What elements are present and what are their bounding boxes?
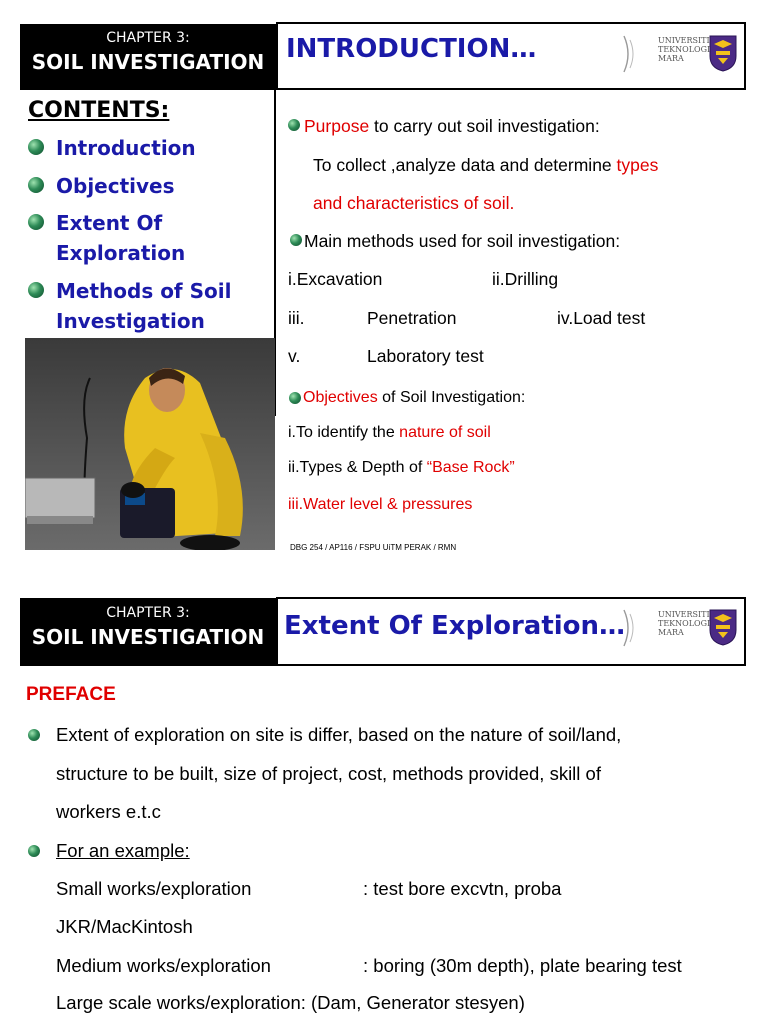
logo-swoosh-icon <box>620 606 650 650</box>
method-laboratory: Laboratory test <box>367 346 484 366</box>
extent-text-line-3: workers e.t.c <box>56 801 161 822</box>
chapter-box <box>20 598 276 666</box>
slide-title: INTRODUCTION… <box>286 34 537 64</box>
toc-item-extent: Extent Of Exploration <box>56 211 186 265</box>
method-load-test: iv.Load test <box>557 308 646 328</box>
small-works-cont: JKR/MacKintosh <box>56 916 193 937</box>
bullet-icon <box>288 119 300 131</box>
logo-text: UNIVERSITI TEKNOLOGI MARA <box>658 610 711 637</box>
university-logo <box>620 28 740 78</box>
objectives-heading: Objectives of Soil Investigation: <box>303 389 526 406</box>
bullet-icon <box>28 845 40 857</box>
bullet-icon <box>28 177 44 193</box>
medium-works-label: Medium works/exploration <box>56 955 271 976</box>
chapter-title: SOIL INVESTIGATION <box>31 50 265 74</box>
bullet-icon <box>289 392 301 404</box>
method-penetration: Penetration <box>367 308 457 328</box>
objective-3: iii.Water level & pressures <box>288 496 473 513</box>
purpose-line: Purpose to carry out soil investigation: <box>304 116 600 136</box>
bullet-icon <box>28 282 44 298</box>
small-works-value: : test bore excvtn, proba <box>363 878 562 899</box>
method-iii-number: iii. <box>288 308 305 328</box>
medium-works-value: : boring (30m depth), plate bearing test <box>363 955 682 976</box>
worker-illustration <box>25 338 275 550</box>
objective-1: i.To identify the nature of soil <box>288 424 491 441</box>
bullet-icon <box>28 729 40 741</box>
university-logo <box>620 602 740 652</box>
toc-item-introduction: Introduction <box>56 136 196 160</box>
toc-item-methods: Methods of Soil Investigation <box>56 279 232 333</box>
bullet-icon <box>28 214 44 230</box>
logo-text: UNIVERSITI TEKNOLOGI MARA <box>658 36 711 63</box>
methods-heading: Main methods used for soil investigation: <box>304 231 621 251</box>
slide-footer: DBG 254 / AP116 / FSPU UiTM PERAK / RMN <box>290 543 457 552</box>
worker-photo <box>25 338 275 550</box>
toc-item-objectives: Objectives <box>56 174 175 198</box>
chapter-title: SOIL INVESTIGATION <box>31 625 265 649</box>
logo-swoosh-icon <box>620 32 650 76</box>
chapter-box <box>20 24 276 90</box>
example-heading: For an example: <box>56 840 190 861</box>
small-works-label: Small works/exploration <box>56 878 252 899</box>
bullet-icon <box>28 139 44 155</box>
objective-2: ii.Types & Depth of “Base Rock” <box>288 459 515 476</box>
bullet-icon <box>290 234 302 246</box>
chapter-label: CHAPTER 3: <box>106 605 190 621</box>
preface-heading: PREFACE <box>26 684 116 705</box>
chapter-label: CHAPTER 3: <box>106 30 190 46</box>
method-v-number: v. <box>288 346 301 366</box>
method-excavation: i.Excavation <box>288 269 383 289</box>
university-crest-icon <box>708 608 738 646</box>
extent-text-line-2: structure to be built, size of project, cost, methods provided, skill of <box>56 763 601 784</box>
extent-text-line-1: Extent of exploration on site is differ, based on the nature of soil/land, <box>56 724 622 745</box>
collect-line: To collect ,analyze data and determine types <box>313 155 659 175</box>
characteristics-line: and characteristics of soil. <box>313 193 515 213</box>
university-crest-icon <box>708 34 738 72</box>
large-works-line: Large scale works/exploration: (Dam, Generator stesyen) <box>56 992 525 1013</box>
slide-title: Extent Of Exploration… <box>284 611 626 641</box>
method-drilling: ii.Drilling <box>492 269 559 289</box>
contents-heading: CONTENTS: <box>28 98 170 123</box>
